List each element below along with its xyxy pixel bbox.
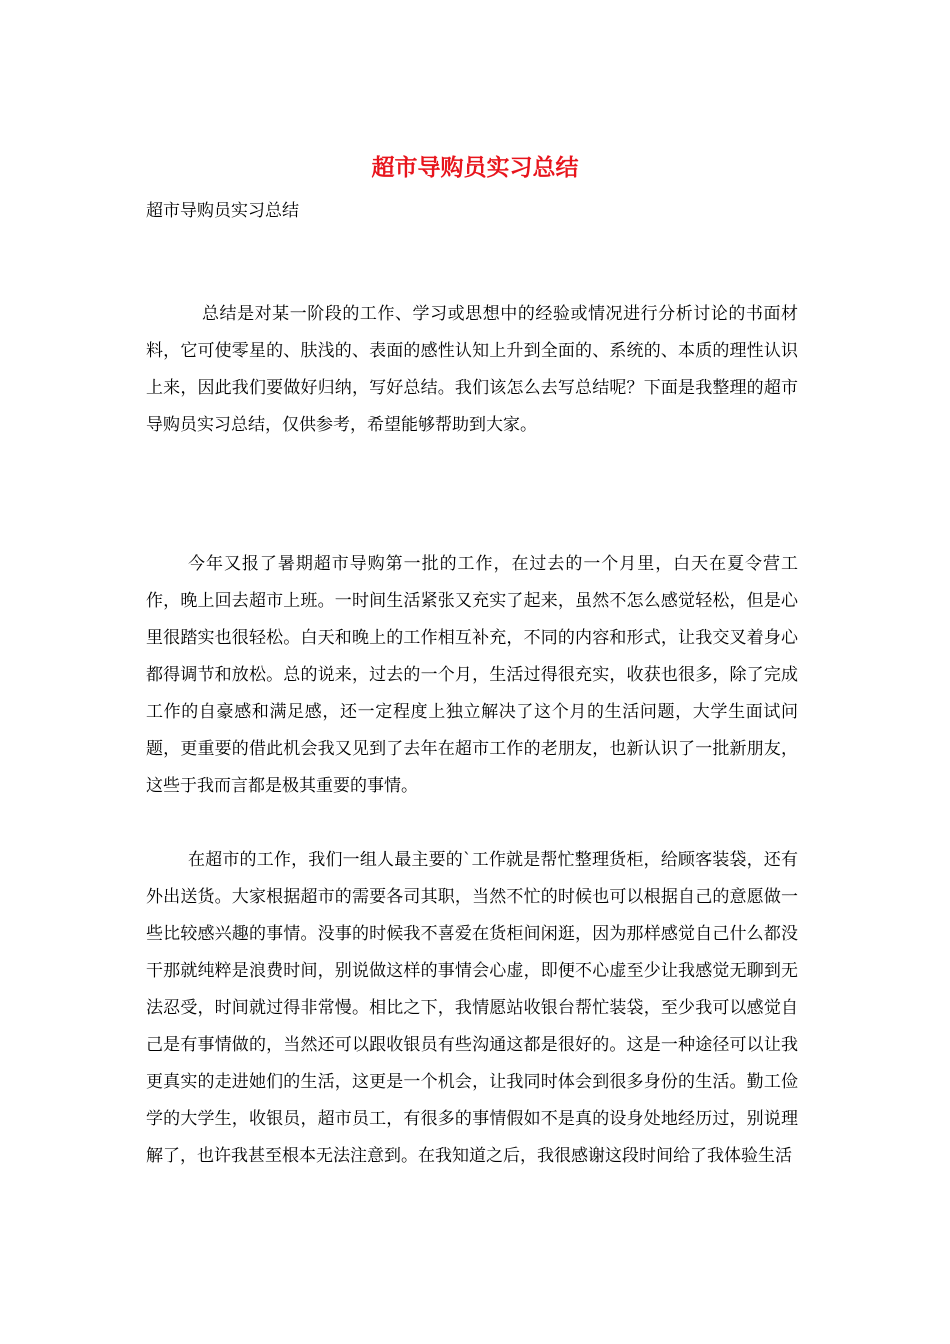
document-subtitle: 超市导购员实习总结 xyxy=(146,201,299,221)
body-paragraph-2: 在超市的工作，我们一组人最主要的`工作就是帮忙整理货柜，给顾客装袋，还有外出送货。大家根据超市的需要各司其职，当然不忙的时候也可以根据自己的意愿做一些比较感兴趣的事情。没事的时候我不喜爱在货柜间闲逛，因为那样感觉自己什么都没干那就纯粹是浪费时间，别说做这样的事情会心虚，即便不心虚至少让我感觉无聊到无法忍受，时间就过得非常慢。相比之下，我情愿站收银台帮忙装袋，至少我可以感觉自己是有事情做的，当然还可以跟收银员有些沟通这都是很好的。这是一种途径可以让我更真实的走进她们的生活，这更是一个机会，让我同时体会到很多身份的生活。勤工俭学的大学生，收银员，超市员工，有很多的事情假如不是真的设身处地经历过，别说理解了，也许我甚至根本无法注意到。在我知道之后，我很感谢这段时间给了我体验生活 xyxy=(146,850,798,1166)
intro-paragraph: 总结是对某一阶段的工作、学习或思想中的经验或情况进行分析讨论的书面材料，它可使零星的、肤浅的、表面的感性认知上升到全面的、系统的、本质的理性认识上来，因此我们要做好归纳，写好总结。我们该怎么去写总结呢？下面是我整理的超市导购员实习总结，仅供参考，希望能够帮助到大家。 xyxy=(146,304,798,435)
body-paragraph-1: 今年又报了暑期超市导购第一批的工作，在过去的一个月里，白天在夏令营工作，晚上回去超市上班。一时间生活紧张又充实了起来，虽然不怎么感觉轻松，但是心里很踏实也很轻松。白天和晚上的工作相互补充，不同的内容和形式，让我交叉着身心都得调节和放松。总的说来，过去的一个月，生活过得很充实，收获也很多，除了完成工作的自豪感和满足感，还一定程度上独立解决了这个月的生活问题，大学生面试问题，更重要的借此机会我又见到了去年在超市工作的老朋友，也新认识了一批新朋友，这些于我而言都是极其重要的事情。 xyxy=(146,554,798,796)
document-title: 超市导购员实习总结 xyxy=(371,154,579,181)
